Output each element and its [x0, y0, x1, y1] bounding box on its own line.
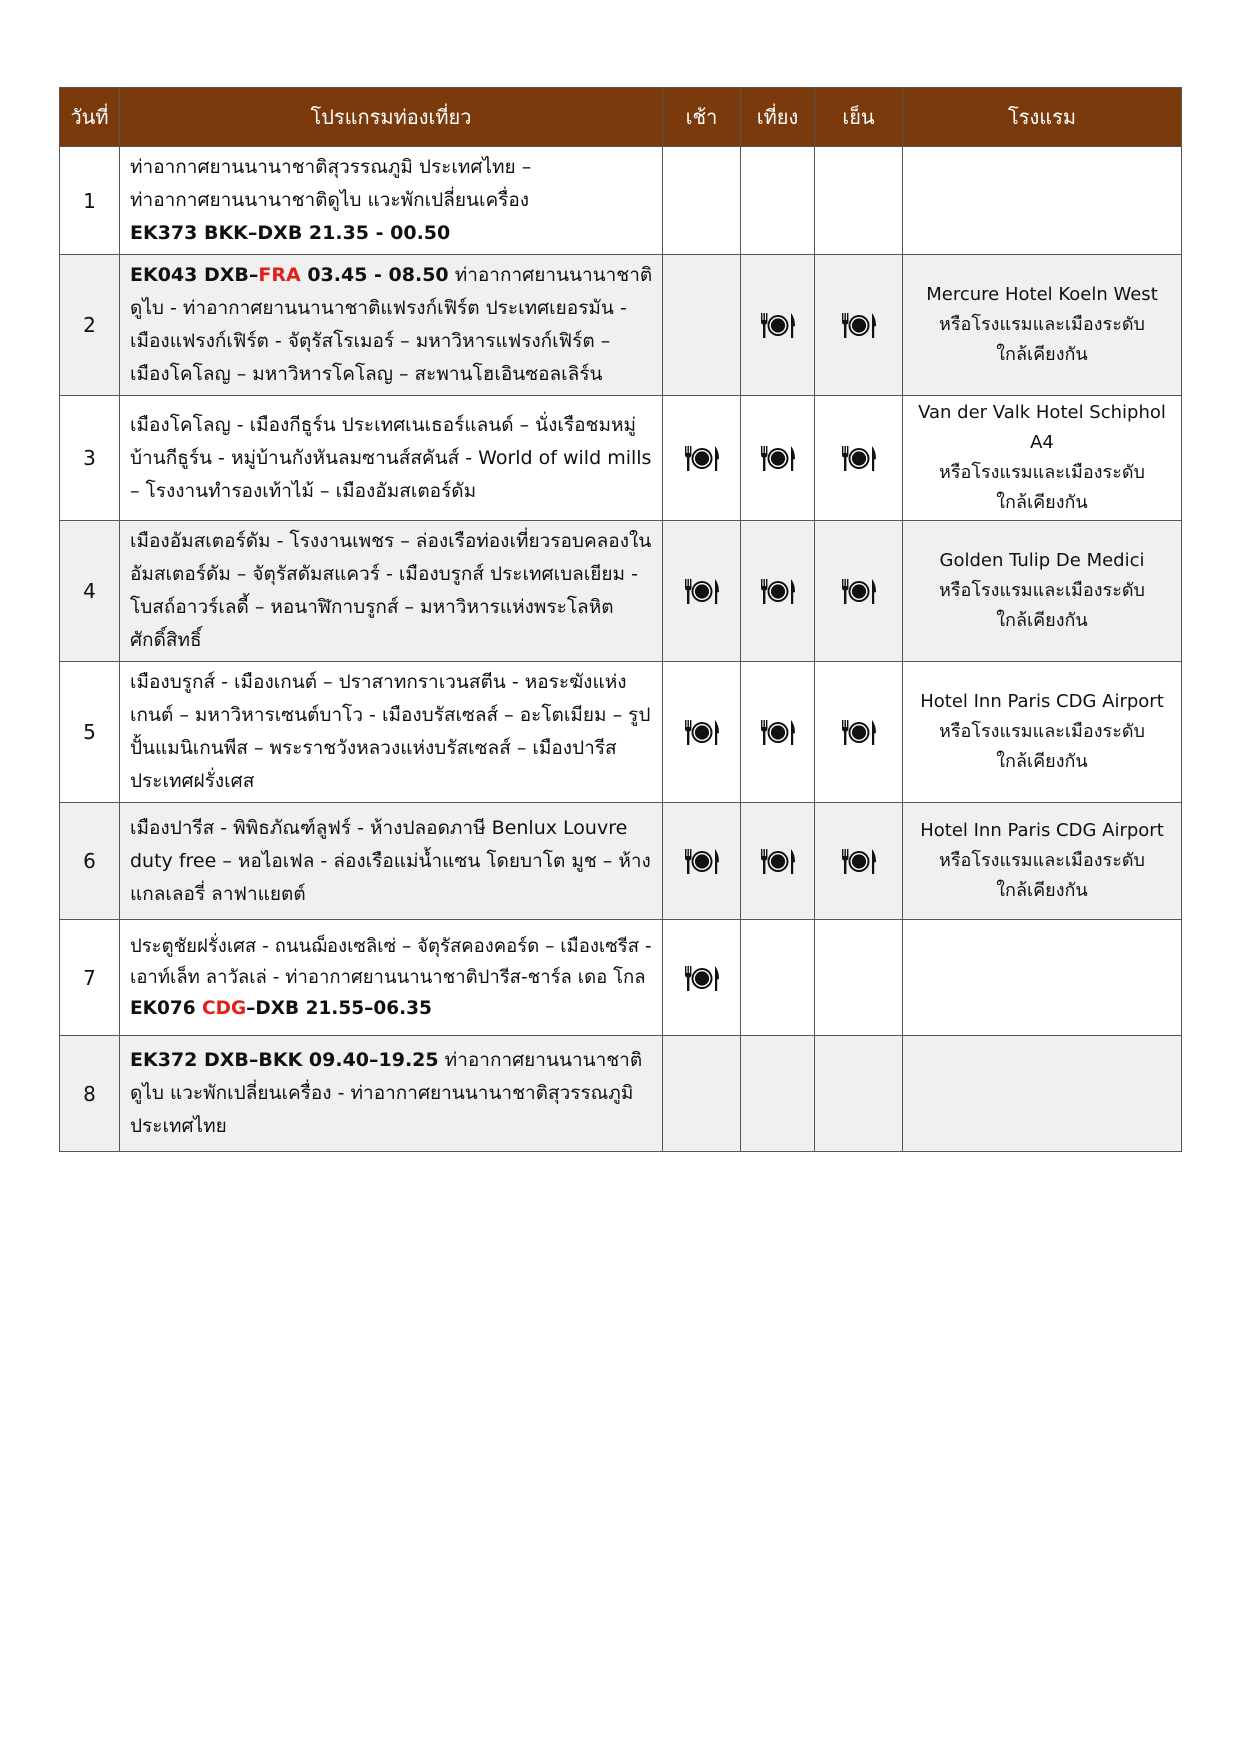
hotel-line: ใกล้เคียงกัน — [996, 492, 1088, 513]
flight-time: 03.45 - 08.50 — [300, 264, 449, 286]
hotel-line: ใกล้เคียงกัน — [996, 610, 1088, 631]
hotel-cell — [903, 1036, 1182, 1152]
breakfast-cell — [663, 396, 741, 521]
breakfast-cell — [663, 803, 741, 920]
hotel-line: หรือโรงแรมและเมืองระดับ — [939, 314, 1145, 335]
program-text — [120, 1036, 663, 1152]
hotel-cell — [903, 255, 1182, 396]
hotel-line: Hotel Inn Paris CDG Airport — [920, 820, 1164, 841]
hotel-cell — [903, 662, 1182, 803]
flight-code-highlight: CDG — [202, 998, 247, 1019]
program-line: ท่าอากาศยานนานาชาติสุวรรณภูมิ ประเทศไทย – — [130, 156, 532, 178]
dinner-cell — [815, 803, 903, 920]
day-number: 2 — [60, 255, 120, 396]
dinner-cell — [815, 396, 903, 521]
hotel-line: Van der Valk Hotel Schiphol — [918, 402, 1166, 423]
program-text — [120, 147, 663, 255]
table-row — [60, 1036, 1182, 1152]
program-text — [120, 920, 663, 1036]
meal-icon — [758, 442, 798, 474]
meal-icon — [758, 716, 798, 748]
program-text — [120, 255, 663, 396]
meal-icon — [839, 309, 879, 341]
meal-icon — [839, 442, 879, 474]
lunch-cell — [741, 662, 815, 803]
hotel-cell — [903, 920, 1182, 1036]
program-text: เมืองอัมสเตอร์ดัม - โรงงานเพชร – ล่องเรือท่องเที่ยวรอบคลองในอัมสเตอร์ดัม – จัตุรัสดัมสแควร์ - เมืองบรูกส์ ประเทศเบลเยียม - โบสถ์อาวร์เลดี้ – หอนาฬิกาบรูกส์ – มหาวิหารแห่งพระโลหิตศักดิ์สิทธิ์ — [120, 521, 663, 662]
meal-icon — [682, 716, 722, 748]
meal-icon — [682, 962, 722, 994]
header-row — [60, 88, 1182, 147]
program-text: เมืองโคโลญ - เมืองกีธูร์น ประเทศเนเธอร์แลนด์ – นั่งเรือชมหมู่บ้านกีธูร์น - หมู่บ้านกังหันลมซานส์สคันส์ - World of wild mills – โรงงานทำรองเท้าไม้ – เมืองอัมสเตอร์ดัม — [120, 396, 663, 521]
header-day: วันที่ — [60, 88, 120, 147]
day-number: 7 — [60, 920, 120, 1036]
table-row — [60, 803, 1182, 920]
flight-code-highlight: FRA — [258, 264, 301, 286]
meal-icon — [758, 575, 798, 607]
lunch-cell — [741, 803, 815, 920]
hotel-line: Mercure Hotel Koeln West — [926, 284, 1158, 305]
meal-icon — [839, 575, 879, 607]
day-number: 1 — [60, 147, 120, 255]
dinner-cell — [815, 521, 903, 662]
breakfast-cell — [663, 1036, 741, 1152]
meal-icon — [839, 845, 879, 877]
breakfast-cell — [663, 920, 741, 1036]
header-breakfast: เช้า — [663, 88, 741, 147]
day-number: 6 — [60, 803, 120, 920]
itinerary-table — [59, 87, 1182, 1152]
hotel-cell — [903, 803, 1182, 920]
hotel-line: หรือโรงแรมและเมืองระดับ — [939, 850, 1145, 871]
program-line: ท่าอากาศยานนานาชาติดูไบ - ท่าอากาศยานนานาชาติแฟรงก์เฟิร์ต ประเทศเยอรมัน - เมืองแฟรงก์เฟิร์ต - จัตุรัสโรเมอร์ – มหาวิหารแฟรงก์เฟิร์ต – เมืองโคโลญ – มหาวิหารโคโลญ – สะพานโฮเอินซอลเลิร์น — [130, 264, 653, 385]
program-line: ประตูชัยฝรั่งเศส - ถนนฌ็องเซลิเซ่ – จัตุรัสคองคอร์ด – เมืองเซรีส - เอาท์เล็ท ลาวัลเล่ - ท่าอากาศยานนานาชาติปารีส-ชาร์ล เดอ โกล — [130, 936, 652, 988]
hotel-line: A4 — [1030, 432, 1054, 453]
dinner-cell — [815, 255, 903, 396]
program-line: ท่าอากาศยานนานาชาติดูไบ แวะพักเปลี่ยนเครื่อง — [130, 189, 530, 211]
lunch-cell — [741, 396, 815, 521]
lunch-cell — [741, 147, 815, 255]
meal-icon — [682, 845, 722, 877]
day-number: 5 — [60, 662, 120, 803]
hotel-line: ใกล้เคียงกัน — [996, 344, 1088, 365]
hotel-line: หรือโรงแรมและเมืองระดับ — [939, 721, 1145, 742]
flight-code: EK373 BKK–DXB 21.35 - 00.50 — [130, 222, 451, 244]
breakfast-cell — [663, 521, 741, 662]
program-text: เมืองปารีส - พิพิธภัณฑ์ลูฟร์ - ห้างปลอดภาษี Benlux Louvre duty free – หอไอเฟล - ล่องเรือแม่น้ำแซน โดยบาโต มูช – ห้างแกลเลอรี่ ลาฟาแยตต์ — [120, 803, 663, 920]
table-row — [60, 662, 1182, 803]
day-number: 3 — [60, 396, 120, 521]
meal-icon — [839, 716, 879, 748]
table-row — [60, 920, 1182, 1036]
flight-code: EK043 DXB– — [130, 264, 259, 286]
day-number: 8 — [60, 1036, 120, 1152]
meal-icon — [758, 309, 798, 341]
hotel-cell — [903, 147, 1182, 255]
program-text: เมืองบรูกส์ - เมืองเกนต์ – ปราสาทกราเวนสตีน - หอระฆังแห่งเกนต์ – มหาวิหารเซนต์บาโว - เมืองบรัสเซลส์ – อะโตเมียม – รูปปั้นแมนิเกนพีส – พระราชวังหลวงแห่งบรัสเซลส์ – เมืองปารีส ประเทศฝรั่งเศส — [120, 662, 663, 803]
table-row — [60, 521, 1182, 662]
lunch-cell — [741, 521, 815, 662]
program-line: ท่าอากาศยานนานาชาติดูไบ แวะพักเปลี่ยนเครื่อง - ท่าอากาศยานนานาชาติสุวรรณภูมิ ประเทศไทย — [130, 1049, 643, 1137]
hotel-line: หรือโรงแรมและเมืองระดับ — [939, 462, 1145, 483]
breakfast-cell — [663, 147, 741, 255]
dinner-cell — [815, 1036, 903, 1152]
hotel-cell — [903, 521, 1182, 662]
meal-icon — [682, 575, 722, 607]
table-row — [60, 147, 1182, 255]
table-row — [60, 396, 1182, 521]
header-hotel: โรงแรม — [903, 88, 1182, 147]
flight-code: EK372 DXB–BKK 09.40–19.25 — [130, 1049, 439, 1071]
lunch-cell — [741, 920, 815, 1036]
dinner-cell — [815, 147, 903, 255]
hotel-line: ใกล้เคียงกัน — [996, 751, 1088, 772]
table-row — [60, 255, 1182, 396]
hotel-line: ใกล้เคียงกัน — [996, 880, 1088, 901]
header-program: โปรแกรมท่องเที่ยว — [120, 88, 663, 147]
flight-code: EK076 — [130, 998, 203, 1019]
day-number: 4 — [60, 521, 120, 662]
meal-icon — [682, 442, 722, 474]
breakfast-cell — [663, 255, 741, 396]
dinner-cell — [815, 920, 903, 1036]
lunch-cell — [741, 1036, 815, 1152]
flight-time: –DXB 21.55–06.35 — [246, 998, 432, 1019]
header-lunch: เที่ยง — [741, 88, 815, 147]
lunch-cell — [741, 255, 815, 396]
meal-icon — [758, 845, 798, 877]
hotel-line: Golden Tulip De Medici — [939, 550, 1145, 571]
hotel-line: หรือโรงแรมและเมืองระดับ — [939, 580, 1145, 601]
header-dinner: เย็น — [815, 88, 903, 147]
dinner-cell — [815, 662, 903, 803]
breakfast-cell — [663, 662, 741, 803]
hotel-line: Hotel Inn Paris CDG Airport — [920, 691, 1164, 712]
hotel-cell — [903, 396, 1182, 521]
